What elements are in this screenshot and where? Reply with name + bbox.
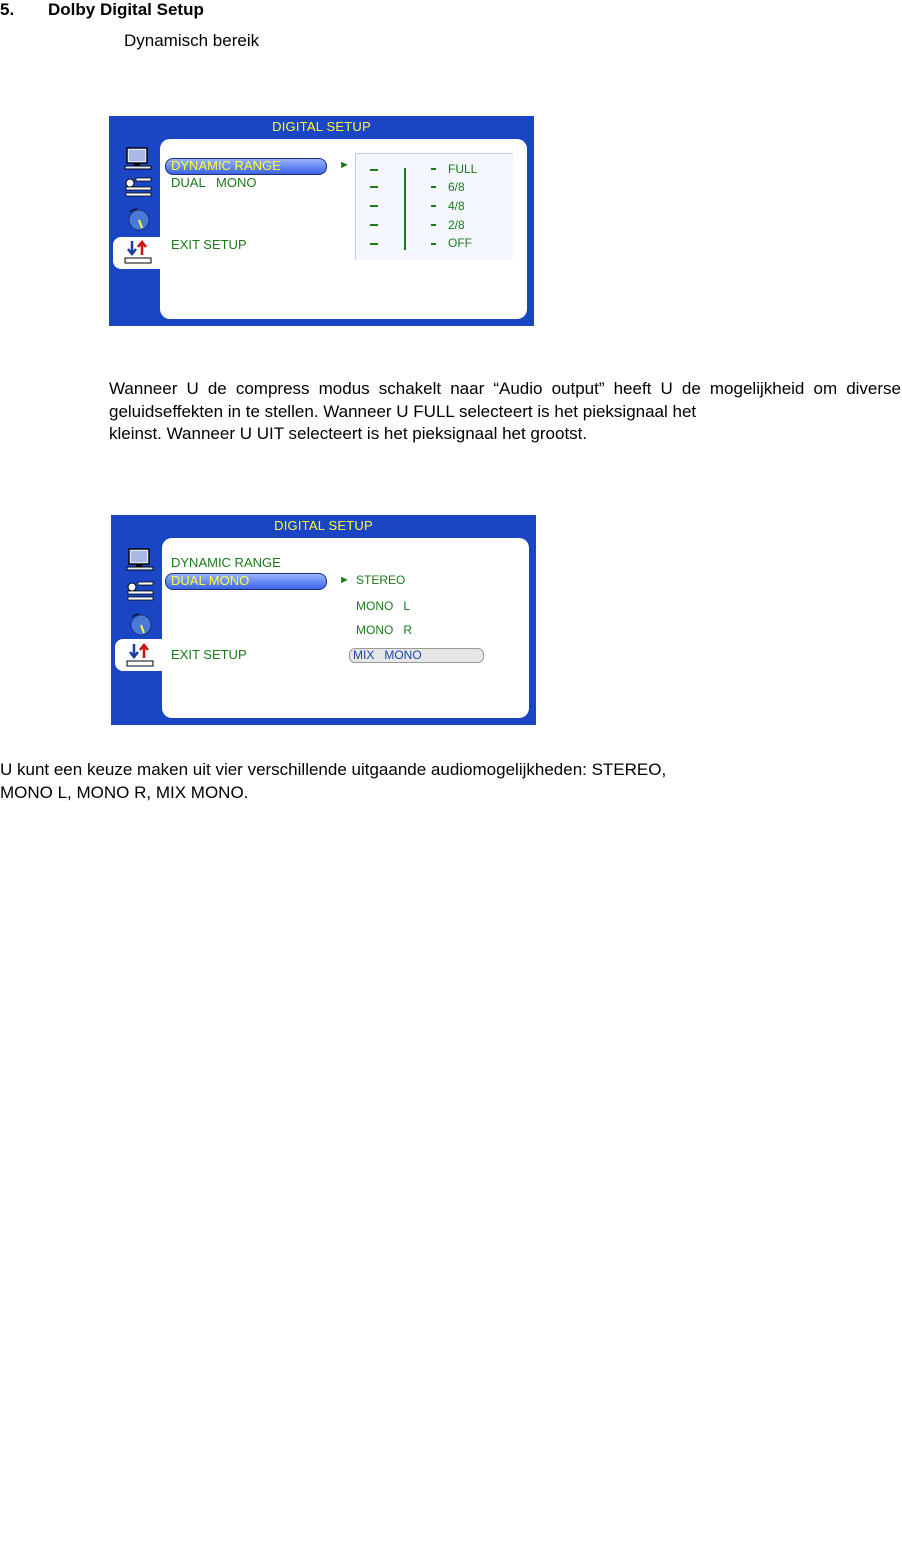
paragraph-output-options	[0, 759, 901, 804]
scale-tick	[431, 168, 436, 170]
paragraph-last-line: kleinst. Wanneer U UIT selecteert is het pieksignaal het grootst.	[109, 424, 588, 443]
scale-mark	[370, 243, 378, 245]
scale-mark	[370, 224, 378, 226]
option-mono-l[interactable]: MONO L	[356, 599, 411, 613]
osd-title: DIGITAL SETUP	[274, 518, 373, 533]
scale-tick	[431, 186, 436, 188]
menu-item-dual-mono[interactable]: DUAL MONO	[171, 175, 257, 190]
menu-item-dynamic-range[interactable]: DYNAMIC RANGE	[171, 158, 281, 173]
option-stereo[interactable]: STEREO	[356, 573, 406, 587]
option-mix-mono[interactable]: MIX MONO	[353, 648, 422, 662]
paragraph-text: Wanneer U de compress modus schakelt naar “Audio output” heeft U de mogelijkheid om diverse geluidseffekten in te stellen. Wanneer U FULL selecteert is het pieksignaal het	[109, 379, 901, 421]
option-mono-r[interactable]: MONO R	[356, 623, 412, 637]
audio-arrows-icon[interactable]	[123, 239, 153, 265]
scale-mark	[370, 186, 378, 188]
option-4-8[interactable]: 4/8	[448, 199, 465, 213]
dial-icon	[123, 206, 153, 232]
menu-item-dynamic-range[interactable]: DYNAMIC RANGE	[171, 555, 281, 570]
paragraph-last-line: MONO L, MONO R, MIX MONO.	[0, 782, 249, 802]
section-number: 5.	[0, 0, 15, 19]
scale-mark	[370, 205, 378, 207]
osd-title: DIGITAL SETUP	[272, 119, 371, 134]
dynamic-range-submenu	[355, 153, 513, 260]
monitor-icon	[125, 547, 155, 573]
menu-item-dual-mono[interactable]: DUAL MONO	[171, 573, 250, 588]
submenu-arrow-icon: ►	[339, 574, 350, 586]
speaker-list-icon	[123, 174, 153, 200]
scale-tick	[431, 205, 436, 207]
digital-setup-screen-dual-mono	[111, 515, 536, 725]
section-heading	[0, 0, 204, 20]
submenu-arrow-icon: ►	[339, 159, 350, 171]
menu-item-exit-setup[interactable]: EXIT SETUP	[171, 237, 247, 252]
paragraph-compress-mode	[109, 378, 901, 446]
audio-arrows-icon[interactable]	[125, 642, 155, 668]
option-off[interactable]: OFF	[448, 236, 472, 250]
speaker-list-icon	[125, 578, 155, 604]
option-6-8[interactable]: 6/8	[448, 180, 465, 194]
scale-tick	[431, 243, 436, 245]
option-2-8[interactable]: 2/8	[448, 218, 465, 232]
monitor-icon	[123, 146, 153, 172]
menu-item-exit-setup[interactable]: EXIT SETUP	[171, 647, 247, 662]
section-subtitle: Dynamisch bereik	[124, 31, 260, 50]
scale-mark	[370, 169, 378, 171]
digital-setup-screen-dynamic-range	[109, 116, 534, 326]
section-title: Dolby Digital Setup	[48, 0, 204, 19]
scale-tick	[431, 224, 436, 226]
range-slider-track[interactable]	[404, 168, 406, 250]
paragraph-text: U kunt een keuze maken uit vier verschillende uitgaande audiomogelijkheden: STEREO,	[0, 760, 667, 779]
dial-icon	[125, 611, 155, 637]
option-full[interactable]: FULL	[448, 162, 478, 176]
